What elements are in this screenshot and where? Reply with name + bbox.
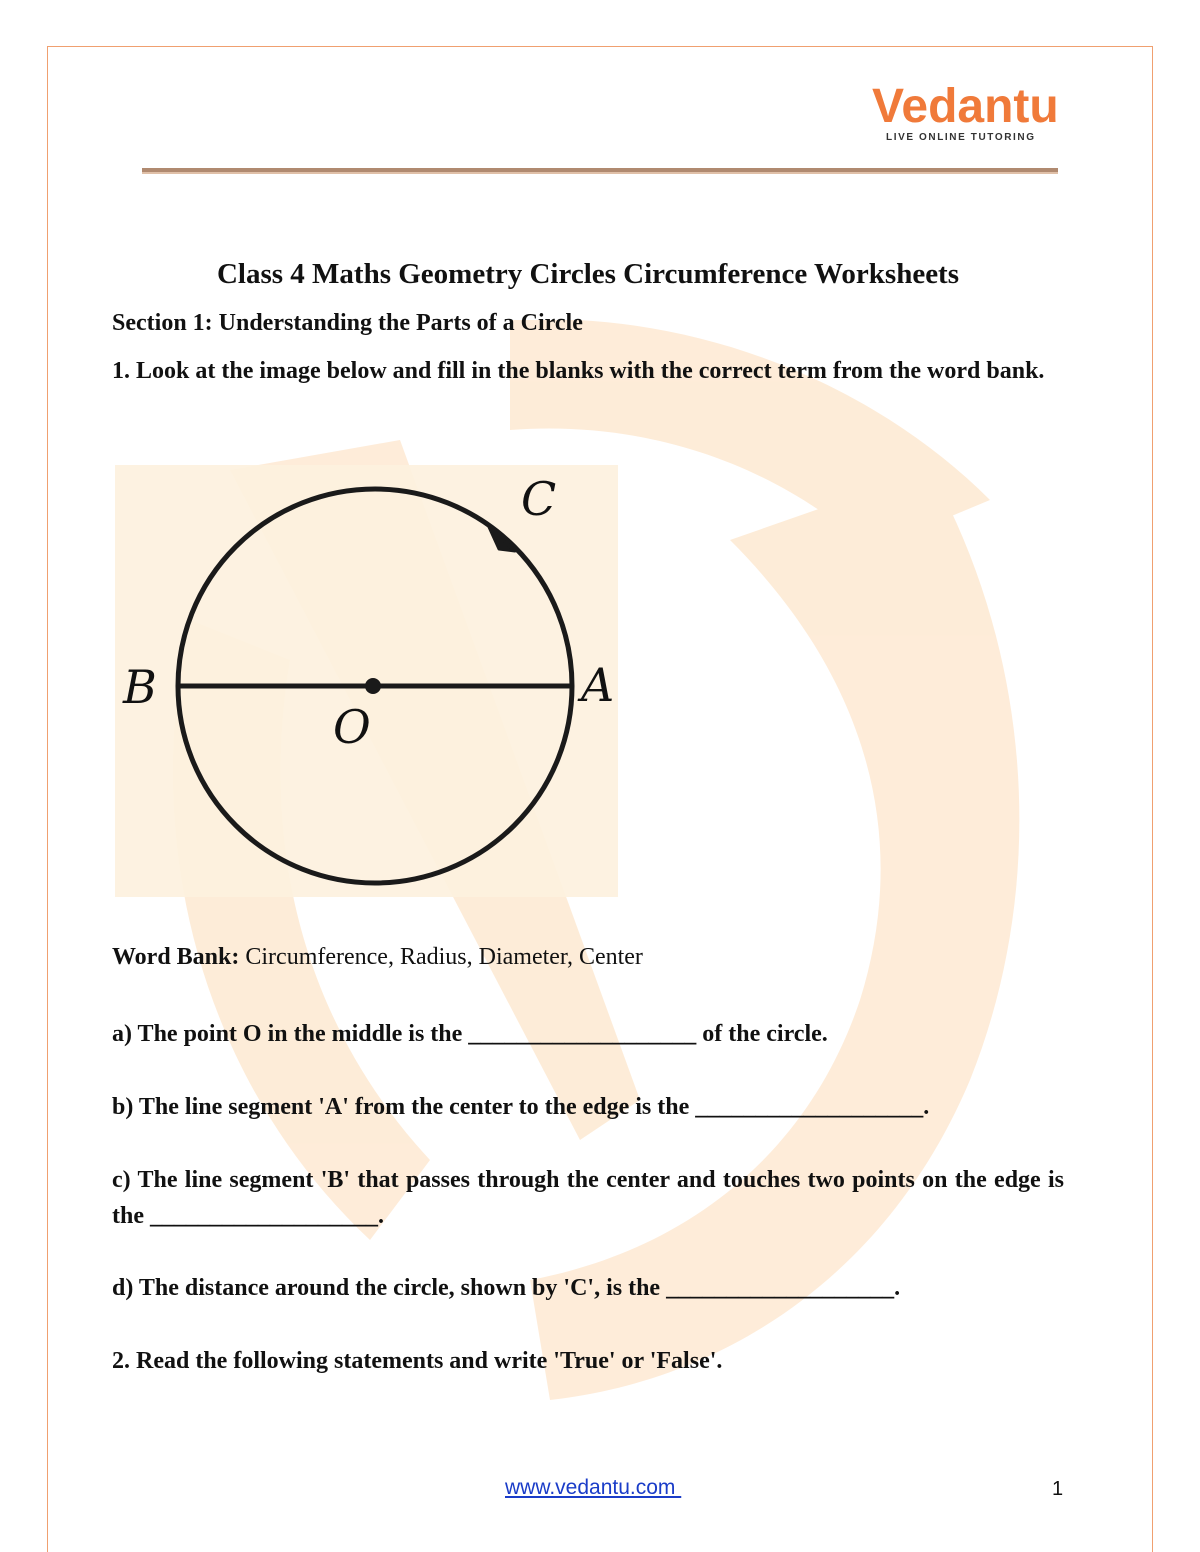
center-point (365, 678, 381, 694)
logo-tagline: LIVE ONLINE TUTORING (886, 132, 1036, 143)
label-c: C (521, 472, 557, 526)
vedantu-logo (872, 80, 1059, 152)
label-b: B (123, 660, 157, 714)
page-number: 1 (1052, 1478, 1064, 1500)
question-1a: a) The point O in the middle is the ___________________ of the circle. (112, 1021, 828, 1047)
question-1: 1. Look at the image below and fill in the blanks with the correct term from the word bank. (112, 358, 1045, 384)
footer-website-link[interactable]: www.vedantu.com (505, 1476, 682, 1499)
document-title: Class 4 Maths Geometry Circles Circumference Worksheets (216, 258, 960, 290)
label-a: A (581, 658, 615, 712)
question-1b: b) The line segment 'A' from the center to the edge is the ___________________. (112, 1094, 930, 1120)
word-bank-label: Word Bank: (112, 944, 240, 970)
question-2: 2. Read the following statements and write 'True' or 'False'. (112, 1348, 723, 1374)
section-title: Section 1: Understanding the Parts of a Circle (112, 310, 583, 336)
question-1d: d) The distance around the circle, shown by 'C', is the ___________________. (112, 1275, 901, 1301)
arrowhead-icon (489, 527, 515, 551)
label-o: O (333, 700, 371, 754)
word-bank (112, 944, 643, 971)
logo-wordmark: Vedantu (872, 80, 1059, 133)
circle-figure (115, 465, 618, 897)
question-1c: c) The line segment 'B' that passes through the center and touches two points on the edge is the ___________________. (112, 1167, 1064, 1229)
word-bank-terms: Circumference, Radius, Diameter, Center (239, 944, 643, 970)
header-rule (142, 168, 1058, 174)
